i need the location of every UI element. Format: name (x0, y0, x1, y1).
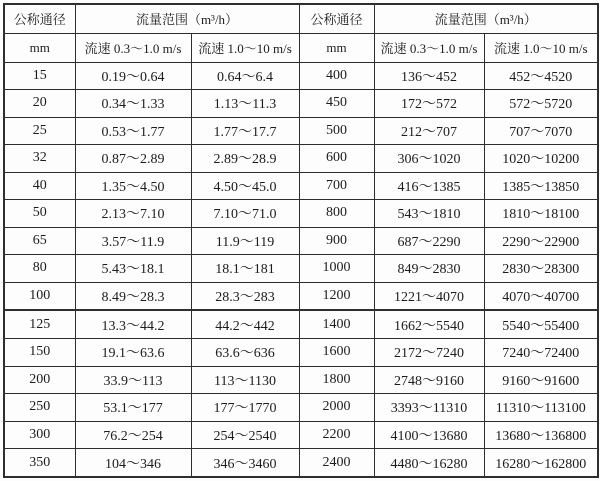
flow-high-cell: 177～1770 (191, 394, 299, 422)
flow-high-cell: 1385～13850 (484, 172, 598, 200)
dn-cell: 80 (4, 255, 75, 283)
table-row (4, 339, 598, 367)
flow-low-cell: 0.19～0.64 (75, 62, 191, 90)
flow-low-cell: 172～572 (374, 90, 484, 118)
flow-low-cell: 1221～4070 (374, 282, 484, 310)
header-flow-range-right: 流量范围（m³/h） (374, 4, 598, 33)
flow-high-cell: 707～7070 (484, 117, 598, 145)
flow-low-cell: 3.57～11.9 (75, 227, 191, 255)
dn-cell: 1600 (299, 339, 374, 367)
flow-high-cell: 113～1130 (191, 366, 299, 394)
flow-high-cell: 1020～10200 (484, 145, 598, 173)
flow-low-cell: 4480～16280 (374, 449, 484, 477)
flow-high-cell: 346～3460 (191, 449, 299, 477)
flow-low-cell: 13.3～44.2 (75, 310, 191, 338)
flow-low-cell: 8.49～28.3 (75, 282, 191, 310)
flow-low-cell: 4100～13680 (374, 421, 484, 449)
dn-cell: 2400 (299, 449, 374, 477)
dn-cell: 600 (299, 145, 374, 173)
flow-low-cell: 306～1020 (374, 145, 484, 173)
dn-cell: 32 (4, 145, 75, 173)
flow-high-cell: 5540～55400 (484, 310, 598, 338)
dn-cell: 65 (4, 227, 75, 255)
flow-low-cell: 2172～7240 (374, 339, 484, 367)
dn-cell: 40 (4, 172, 75, 200)
flow-high-cell: 11.9～119 (191, 227, 299, 255)
dn-cell: 50 (4, 200, 75, 228)
flow-low-cell: 5.43～18.1 (75, 255, 191, 283)
dn-cell: 150 (4, 339, 75, 367)
dn-cell: 350 (4, 449, 75, 477)
dn-cell: 300 (4, 421, 75, 449)
table-row (4, 366, 598, 394)
flow-range-table (3, 3, 599, 478)
flow-high-cell: 18.1～181 (191, 255, 299, 283)
flow-high-cell: 44.2～442 (191, 310, 299, 338)
table-row (4, 394, 598, 422)
table-row (4, 421, 598, 449)
flow-high-cell: 28.3～283 (191, 282, 299, 310)
table-row (4, 282, 598, 310)
flow-low-cell: 849～2830 (374, 255, 484, 283)
flow-high-cell: 572～5720 (484, 90, 598, 118)
flow-high-cell: 13680～136800 (484, 421, 598, 449)
table-row (4, 90, 598, 118)
header-velocity-low-right: 流速 0.3～1.0 m/s (374, 33, 484, 62)
dn-cell: 125 (4, 310, 75, 338)
flow-high-cell: 4.50～45.0 (191, 172, 299, 200)
flow-high-cell: 2830～28300 (484, 255, 598, 283)
flow-low-cell: 0.34～1.33 (75, 90, 191, 118)
dn-cell: 1200 (299, 282, 374, 310)
table-row (4, 172, 598, 200)
flow-low-cell: 212～707 (374, 117, 484, 145)
dn-cell: 700 (299, 172, 374, 200)
table-row (4, 117, 598, 145)
table-row (4, 145, 598, 173)
table-row (4, 449, 598, 477)
dn-cell: 20 (4, 90, 75, 118)
flow-high-cell: 1.77～17.7 (191, 117, 299, 145)
table-row (4, 310, 598, 338)
header-row-1 (4, 4, 598, 33)
flow-high-cell: 63.6～636 (191, 339, 299, 367)
flow-low-cell: 1662～5540 (374, 310, 484, 338)
dn-cell: 1400 (299, 310, 374, 338)
flow-low-cell: 33.9～113 (75, 366, 191, 394)
dn-cell: 2200 (299, 421, 374, 449)
flow-low-cell: 19.1～63.6 (75, 339, 191, 367)
header-velocity-high-left: 流速 1.0～10 m/s (191, 33, 299, 62)
flow-high-cell: 0.64～6.4 (191, 62, 299, 90)
dn-cell: 1000 (299, 255, 374, 283)
dn-cell: 900 (299, 227, 374, 255)
dn-cell: 400 (299, 62, 374, 90)
flow-low-cell: 3393～11310 (374, 394, 484, 422)
flow-high-cell: 2290～22900 (484, 227, 598, 255)
dn-cell: 100 (4, 282, 75, 310)
dn-cell: 500 (299, 117, 374, 145)
flow-high-cell: 7240～72400 (484, 339, 598, 367)
dn-cell: 250 (4, 394, 75, 422)
flow-low-cell: 2748～9160 (374, 366, 484, 394)
table-row (4, 255, 598, 283)
header-flow-range-left: 流量范围（m³/h） (75, 4, 299, 33)
dn-cell: 1800 (299, 366, 374, 394)
dn-cell: 2000 (299, 394, 374, 422)
flow-high-cell: 9160～91600 (484, 366, 598, 394)
flow-high-cell: 2.89～28.9 (191, 145, 299, 173)
flow-low-cell: 0.53～1.77 (75, 117, 191, 145)
flow-high-cell: 254～2540 (191, 421, 299, 449)
table-row (4, 62, 598, 90)
flow-high-cell: 11310～113100 (484, 394, 598, 422)
flow-high-cell: 452～4520 (484, 62, 598, 90)
flow-low-cell: 76.2～254 (75, 421, 191, 449)
header-unit-mm-right: mm (299, 33, 374, 62)
header-diameter-right: 公称通径 (299, 4, 374, 33)
header-diameter-left: 公称通径 (4, 4, 75, 33)
table-row (4, 200, 598, 228)
flow-high-cell: 1.13～11.3 (191, 90, 299, 118)
flow-low-cell: 136～452 (374, 62, 484, 90)
flow-low-cell: 2.13～7.10 (75, 200, 191, 228)
dn-cell: 25 (4, 117, 75, 145)
flow-high-cell: 4070～40700 (484, 282, 598, 310)
flow-high-cell: 16280～162800 (484, 449, 598, 477)
dn-cell: 15 (4, 62, 75, 90)
flow-low-cell: 416～1385 (374, 172, 484, 200)
header-velocity-low-left: 流速 0.3～1.0 m/s (75, 33, 191, 62)
flow-low-cell: 687～2290 (374, 227, 484, 255)
dn-cell: 800 (299, 200, 374, 228)
flow-low-cell: 1.35～4.50 (75, 172, 191, 200)
flow-high-cell: 7.10～71.0 (191, 200, 299, 228)
flow-low-cell: 543～1810 (374, 200, 484, 228)
header-unit-mm-left: mm (4, 33, 75, 62)
flow-high-cell: 1810～18100 (484, 200, 598, 228)
dn-cell: 200 (4, 366, 75, 394)
flow-low-cell: 0.87～2.89 (75, 145, 191, 173)
table-row (4, 227, 598, 255)
header-velocity-high-right: 流速 1.0～10 m/s (484, 33, 598, 62)
flow-low-cell: 53.1～177 (75, 394, 191, 422)
flow-low-cell: 104～346 (75, 449, 191, 477)
header-row-2 (4, 33, 598, 62)
dn-cell: 450 (299, 90, 374, 118)
